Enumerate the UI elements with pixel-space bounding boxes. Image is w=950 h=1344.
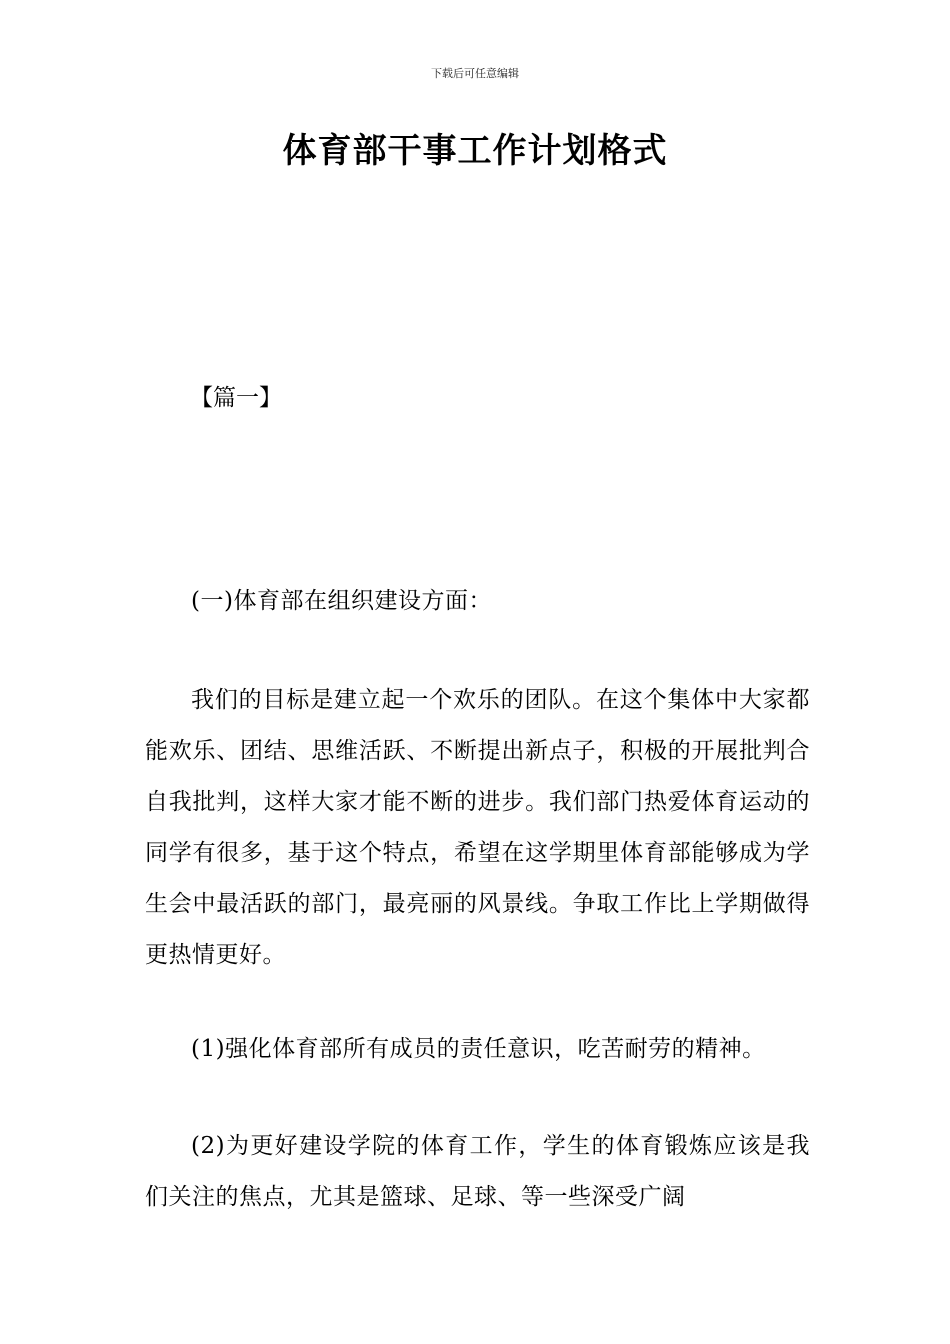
- paragraph-item-2: (2)为更好建设学院的体育工作，学生的体育锻炼应该是我们关注的焦点，尤其是篮球、足球、等一些深受广阔: [145, 1133, 810, 1210]
- section-label: 【篇一】: [190, 385, 282, 411]
- paragraph-team-goal: 我们的目标是建立起一个欢乐的团队。在这个集体中大家都能欢乐、团结、思维活跃、不断提出新点子，积极的开展批判合自我批判，这样大家才能不断的进步。我们部门热爱体育运动的同学有很多，基于这个特点，希望在这学期里体育部能够成为学生会中最活跃的部门，最亮丽的风景线。争取工作比上学期做得更热情更好。: [145, 687, 810, 968]
- header-note: 下载后可任意编辑: [431, 67, 519, 80]
- page-title: 体育部干事工作计划格式: [282, 131, 668, 171]
- paragraph-item-1: (1)强化体育部所有成员的责任意识，吃苦耐劳的精神。: [191, 1036, 766, 1062]
- paragraph-organization-heading: (一)体育部在组织建设方面：: [191, 588, 492, 614]
